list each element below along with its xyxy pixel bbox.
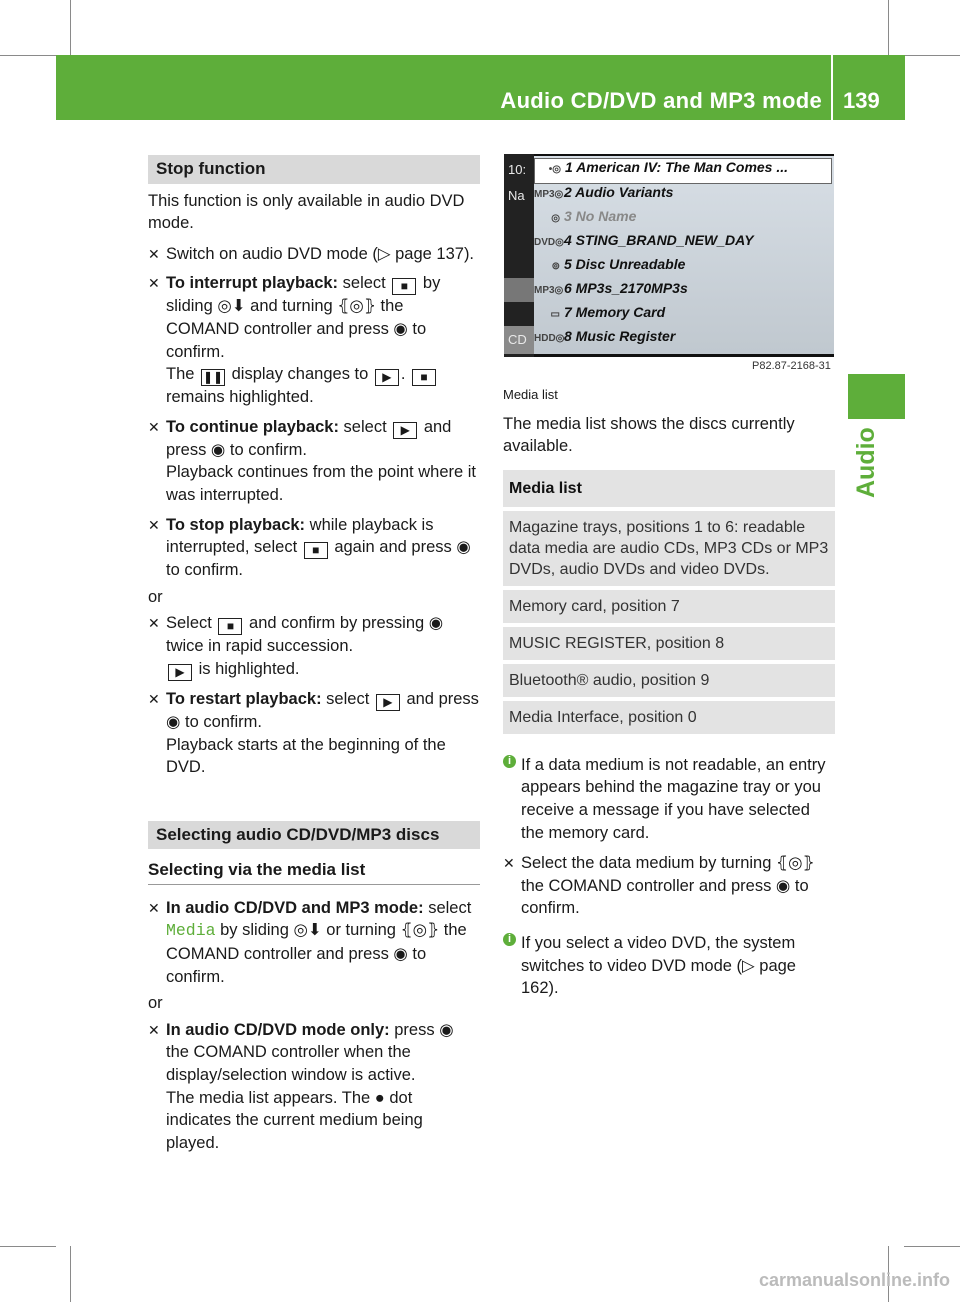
list-item: ▭ 7 Memory Card bbox=[534, 304, 830, 328]
table-row: MUSIC REGISTER, position 8 bbox=[503, 627, 835, 660]
info-icon: i bbox=[503, 933, 516, 946]
arrow-icon: ✕ bbox=[148, 275, 160, 292]
list-item: MP3◎2 Audio Variants bbox=[534, 184, 674, 200]
list-item: ◎ 3 No Name bbox=[534, 208, 830, 232]
play-key-icon: ▶ bbox=[376, 694, 400, 711]
step-continue: ✕ To continue playback: select ▶ and press ◉ to confirm. Playback continues from the point where it was interrupted. bbox=[148, 417, 476, 504]
arrow-icon: ✕ bbox=[148, 690, 160, 707]
arrow-icon: ✕ bbox=[148, 245, 160, 262]
or-separator: or bbox=[148, 994, 163, 1013]
info-icon: i bbox=[503, 755, 516, 768]
crop-mark bbox=[0, 55, 56, 56]
list-item: HDD◎8 Music Register bbox=[534, 328, 676, 344]
media-list-intro: The media list shows the discs currently available. bbox=[503, 414, 795, 456]
stop-key-icon: ■ bbox=[218, 618, 242, 635]
pause-key-icon: ❚❚ bbox=[202, 370, 224, 385]
left-column bbox=[148, 155, 480, 1154]
mp3-disc-icon: MP3◎ bbox=[534, 285, 564, 296]
dvd-disc-icon: DVD◎ bbox=[534, 237, 564, 248]
crop-mark bbox=[904, 1246, 960, 1247]
page-title: Audio CD/DVD and MP3 mode bbox=[500, 88, 822, 113]
watermark: carmanualsonline.info bbox=[758, 1270, 950, 1290]
play-key-icon: ▶ bbox=[393, 422, 417, 439]
table-row: Magazine trays, positions 1 to 6: readable data media are audio CDs, MP3 CDs or MP3 DVDs, audio DVDs and video DVDs. bbox=[503, 511, 835, 586]
media-list-screenshot bbox=[504, 154, 834, 357]
table-row: Media Interface, position 0 bbox=[503, 701, 835, 734]
info-note: i If you select a video DVD, the system switches to video DVD mode (▷ page 162). bbox=[503, 932, 835, 1000]
arrow-icon: ✕ bbox=[148, 1021, 160, 1038]
step-stop: ✕ To stop playback: while playback is interrupted, select ■ again and press ◉ to confirm. bbox=[148, 515, 471, 580]
media-list-table bbox=[503, 470, 835, 734]
list-item: DVD◎4 STING_BRAND_NEW_DAY bbox=[534, 232, 754, 248]
step-cd-mode: ✕ In audio CD/DVD and MP3 mode: select Media by sliding ◎⬇ or turning ⦃◎⦄ the COMAND controller and press ◉ to confirm. bbox=[148, 898, 472, 986]
right-column bbox=[503, 384, 835, 1000]
stop-key-icon: ■ bbox=[304, 542, 328, 559]
side-tab bbox=[848, 374, 905, 419]
step-interrupt: ✕ To interrupt playback: select ■ by sliding ◎⬇ and turning ⦃◎⦄ the COMAND controller and press ◉ to confirm. The ❚❚ display changes to ▶ . ■ remains highlighted. bbox=[148, 274, 441, 407]
or-separator: or bbox=[148, 587, 163, 606]
memory-card-icon: ▭ bbox=[550, 309, 560, 320]
hdd-icon: HDD◎ bbox=[534, 333, 565, 344]
disc-icon: ◎ bbox=[551, 213, 560, 224]
info-note: i If a data medium is not readable, an entry appears behind the magazine tray or you receive a message if you have selected the memory card. bbox=[503, 754, 835, 844]
table-header: Media list bbox=[503, 470, 835, 507]
disc-icon: •◎ bbox=[548, 164, 561, 175]
side-section-label: Audio bbox=[852, 427, 880, 498]
list-item: ⊚ 5 Disc Unreadable bbox=[534, 256, 830, 280]
step-dvd-mode: ✕ In audio CD/DVD mode only: press ◉ the COMAND controller when the display/selection window is active. The media list appears. The ● dot indicates the current medium being played. bbox=[148, 1020, 454, 1152]
selecting-discs-heading: Selecting audio CD/DVD/MP3 discs bbox=[148, 821, 480, 850]
page-number: 139 bbox=[843, 88, 880, 113]
step-switch-on: ✕ Switch on audio DVD mode (▷ page 137). bbox=[148, 243, 480, 266]
arrow-icon: ✕ bbox=[503, 855, 515, 872]
crop-mark bbox=[888, 0, 889, 56]
play-key-icon: ▶ bbox=[168, 664, 192, 681]
arrow-icon: ✕ bbox=[148, 899, 160, 916]
crop-mark bbox=[904, 55, 960, 56]
stop-key-icon: ■ bbox=[392, 278, 416, 295]
stop-function-heading: Stop function bbox=[148, 155, 480, 184]
table-row: Memory card, position 7 bbox=[503, 590, 835, 623]
header-divider bbox=[831, 55, 833, 120]
list-item: MP3◎6 MP3s_2170MP3s bbox=[534, 280, 688, 296]
step-select-stop: ✕ Select ■ and confirm by pressing ◉ twice in rapid succession. ▶ is highlighted. bbox=[148, 614, 444, 679]
screen-side-strip: 10: Na CD bbox=[504, 154, 534, 357]
step-select-medium: ✕ Select the data medium by turning ⦃◎⦄ the COMAND controller and press ◉ to confirm. bbox=[503, 854, 815, 918]
table-row: Bluetooth® audio, position 9 bbox=[503, 664, 835, 697]
media-list-subheading: Selecting via the media list bbox=[148, 859, 480, 885]
mp3-disc-icon: MP3◎ bbox=[534, 189, 564, 200]
arrow-icon: ✕ bbox=[148, 418, 160, 435]
screen-media-list bbox=[534, 156, 834, 354]
figure-caption: Media list bbox=[503, 387, 558, 402]
crop-mark bbox=[70, 0, 71, 56]
crop-mark bbox=[0, 1246, 56, 1247]
list-item: •◎ 1 American IV: The Man Comes ... bbox=[534, 158, 832, 184]
image-code: P82.87-2168-31 bbox=[752, 360, 831, 372]
stop-key-icon: ■ bbox=[412, 369, 436, 386]
crop-mark bbox=[70, 1246, 71, 1302]
unreadable-disc-icon: ⊚ bbox=[551, 261, 560, 272]
play-key-icon: ▶ bbox=[375, 369, 399, 386]
arrow-icon: ✕ bbox=[148, 516, 160, 533]
media-softkey: Media bbox=[166, 921, 216, 941]
stop-intro: This function is only available in audio DVD mode. bbox=[148, 191, 465, 233]
step-restart: ✕ To restart playback: select ▶ and press ◉ to confirm. Playback starts at the beginning of the DVD. bbox=[148, 689, 479, 777]
arrow-icon: ✕ bbox=[148, 615, 160, 632]
